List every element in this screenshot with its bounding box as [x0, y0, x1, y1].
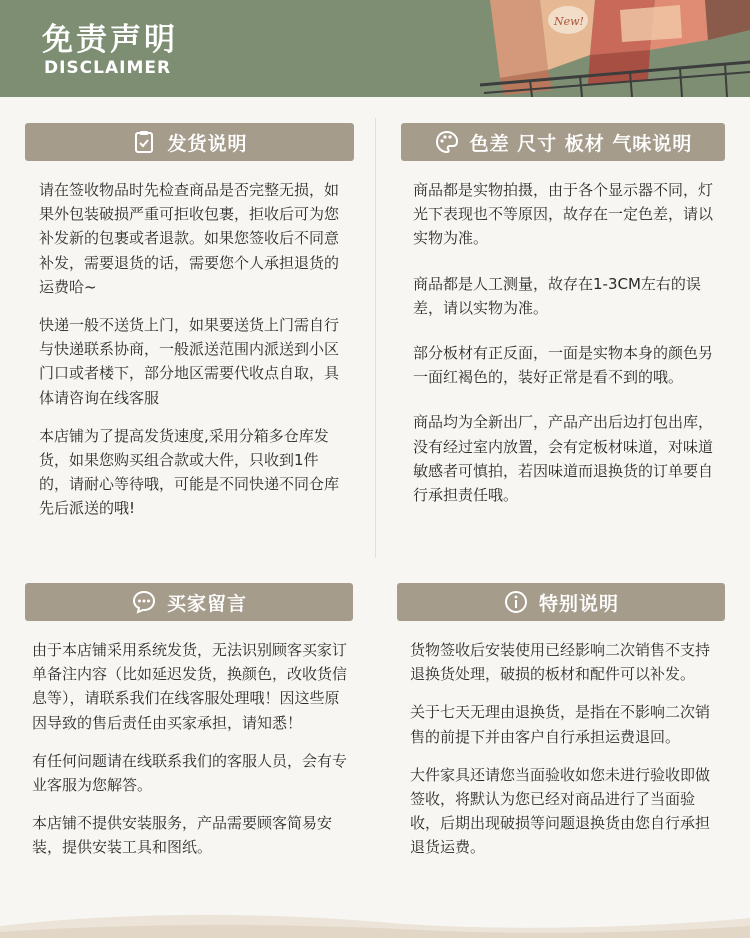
special-paragraph: 货物签收后安装使用已经影响二次销售不支持退换货处理，破损的板材和配件可以补发。 — [410, 641, 711, 684]
page-title: 免责声明 — [42, 22, 178, 58]
message-section-header — [25, 583, 353, 621]
cart-sign-text: New! — [554, 15, 584, 28]
special-section-header — [397, 583, 725, 621]
color-section-header — [401, 123, 725, 161]
message-section-title: 买家留言 — [166, 592, 247, 615]
message-paragraph: 本店铺不提供安装服务，产品需要顾客简易安装，提供安装工具和图纸。 — [32, 814, 333, 857]
color-paragraph: 商品都是人工测量，故存在1-3CM左右的误差，请以实物为准。 — [413, 274, 701, 317]
color-paragraph: 部分板材有正反面，一面是实物本身的颜色另一面红褐色的，装好正常是看不到的哦。 — [413, 344, 714, 387]
color-paragraph: 商品均为全新出厂，产品产出后边打包出库，没有经过室内放置，会有定板材味道，对味道敏感者可慎拍，若因味道而退换货的订单要自行承担责任哦。 — [413, 413, 714, 505]
page-subtitle: DISCLAIMER — [44, 58, 172, 78]
clipboard-check-icon — [131, 129, 157, 155]
shipping-section-header — [25, 123, 354, 161]
color-content — [413, 178, 715, 507]
shipping-paragraph: 请在签收物品时先检查商品是否完整无损，如果外包装破损严重可拒收包裹，拒收后可为您补发新的包裹或者退款。如果您签收后不同意补发，需要退货的话，需要您个人承担退货的运费哈~ — [39, 181, 340, 296]
special-section-title: 特别说明 — [538, 592, 619, 615]
chat-bubble-icon — [131, 589, 157, 615]
shipping-paragraph: 快递一般不送货上门，如果要送货上门需自行与快递联系协商，一般派送范围内派送到小区门口或者楼下，部分地区需要代收点自取，具体请咨询在线客服 — [39, 316, 340, 407]
special-paragraph: 大件家具还请您当面验收如您未进行验收即做签收，将默认为您已经对商品进行了当面验收，后期出现破损等问题退换货由您自行承担退货运费。 — [410, 765, 711, 857]
color-paragraph: 商品都是实物拍摄，由于各个显示器不同，灯光下表现也不等原因，故存在一定色差，请以实物为准。 — [413, 181, 714, 248]
message-paragraph: 由于本店铺采用系统发货，无法识别顾客买家订单备注内容（比如延迟发货，换颜色，改收货信息等），请联系我们在线客服处理哦！因这些原因导致的售后责任由买家承担，请知悉！ — [32, 641, 348, 732]
palette-icon — [434, 129, 460, 155]
special-content — [410, 638, 716, 860]
shipping-section-title: 发货说明 — [167, 132, 248, 155]
shopping-cart-illustration — [470, 0, 750, 97]
column-divider — [375, 118, 376, 558]
shipping-paragraph: 本店铺为了提高发货速度,采用分箱多仓库发货，如果您购买组合款或大件，只收到1件的，请耐心等待哦，可能是不同快递不同仓库先后派送的哦! — [39, 426, 340, 518]
info-icon — [503, 589, 529, 615]
page-header — [0, 0, 750, 97]
shipping-content — [39, 178, 344, 521]
color-section-title: 色差 尺寸 板材 气味说明 — [469, 132, 693, 155]
message-paragraph: 有任何问题请在线联系我们的客服人员，会有专业客服为您解答。 — [32, 751, 348, 795]
bottom-wave-decoration — [0, 908, 750, 938]
message-content — [32, 638, 350, 860]
special-paragraph: 关于七天无理由退换货，是指在不影响二次销售的前提下并由客户自行承担运费退回。 — [410, 703, 711, 746]
